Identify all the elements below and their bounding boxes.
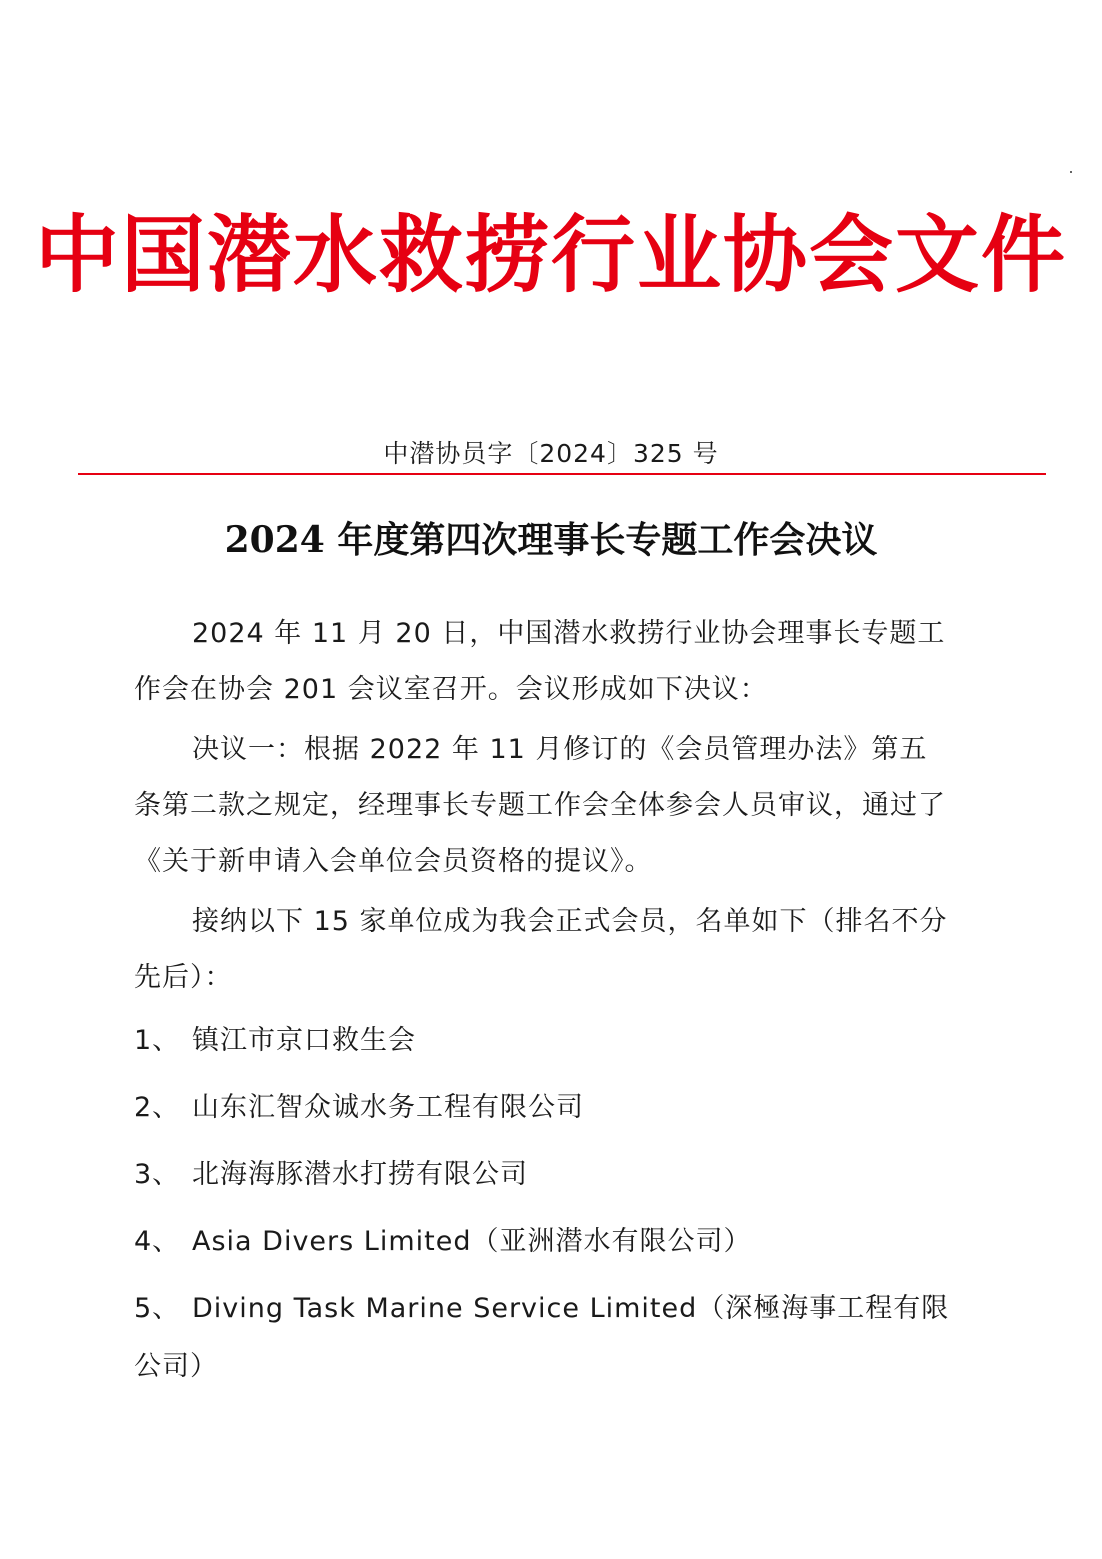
- list-item-name: Asia Divers Limited（亚洲潜水有限公司）: [192, 1226, 752, 1257]
- list-item-name: 山东汇智众诚水务工程有限公司: [192, 1092, 584, 1123]
- member-list-item: [134, 1146, 954, 1204]
- member-list-item: [134, 1012, 954, 1070]
- document-number: 中潜协员字〔2024〕325 号: [383, 439, 719, 468]
- paragraph-resolution-one: 决议一：根据 2022 年 11 月修订的《会员管理办法》第五条第二款之规定，经理事长专题工作会全体参会人员审议，通过了《关于新申请入会单位会员资格的提议》。: [134, 734, 946, 877]
- red-divider-rule: [78, 473, 1046, 475]
- list-item-number: 4、: [134, 1226, 181, 1257]
- paragraph-member-list-intro: 接纳以下 15 家单位成为我会正式会员，名单如下（排名不分先后）：: [134, 906, 948, 993]
- list-item-name: 北海海豚潜水打捞有限公司: [192, 1159, 528, 1190]
- list-item-name: 镇江市京口救生会: [192, 1025, 416, 1056]
- list-item-name: Diving Task Marine Service Limited（深極海事工程有限公司）: [134, 1293, 950, 1382]
- member-list-item: [134, 1079, 954, 1137]
- member-list-item: [134, 1280, 954, 1396]
- list-item-number: 1、: [134, 1025, 181, 1056]
- list-item-number: 5、: [134, 1293, 181, 1324]
- document-title: 2024 年度第四次理事长专题工作会决议: [224, 519, 878, 561]
- list-item-number: 2、: [134, 1092, 181, 1123]
- masthead-title: 中国潜水救捞行业协会文件: [34, 205, 1067, 304]
- paragraph-intro: 2024 年 11 月 20 日，中国潜水救捞行业协会理事长专题工作会在协会 201 会议室召开。会议形成如下决议：: [134, 618, 946, 705]
- list-item-number: 3、: [134, 1159, 181, 1190]
- scan-speck: [1070, 171, 1072, 173]
- member-list-item: [134, 1213, 954, 1271]
